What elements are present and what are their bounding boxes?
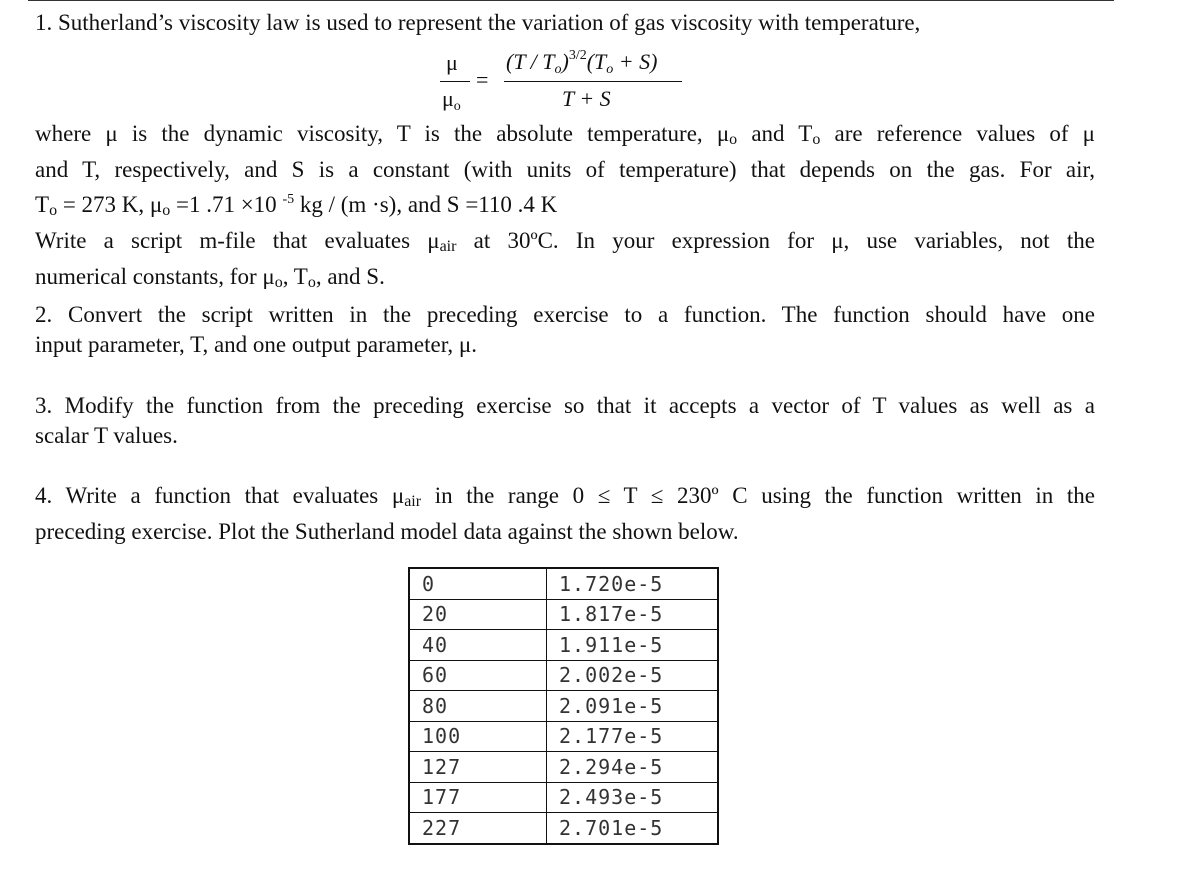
formula-equals: =: [476, 67, 489, 92]
problem-4-line-1: 4. Write a function that evaluates μair in the range 0 ≤ T ≤ 230º C using the function written in the: [35, 483, 1096, 510]
viscosity-cell: 2.701e-5: [547, 813, 719, 844]
table-row: [409, 782, 718, 813]
table-row: [409, 630, 718, 661]
viscosity-cell: 1.911e-5: [547, 630, 719, 661]
problem-4: [35, 481, 1095, 547]
top-rule: [28, 0, 1114, 1]
viscosity-cell: 1.817e-5: [547, 599, 719, 630]
temperature-cell: 40: [409, 630, 547, 661]
viscosity-cell: 1.720e-5: [547, 568, 719, 599]
problem-1-line-4: To = 273 K, μo =1 .71 ×10 $^{-5}$ kg / (m ·s), and S =110 .4 K: [35, 192, 558, 219]
problem-4-line-2: preceding exercise. Plot the Sutherland model data against the shown below.: [35, 519, 739, 544]
problem-1-line-5: Write a script m-file that evaluates μair at 30ºC. In your expression for μ, use variables, not the: [35, 228, 1096, 255]
temperature-cell: 177: [409, 782, 547, 813]
formula-lhs-numerator: μ: [446, 50, 458, 75]
formula-lhs-denominator: μo: [442, 86, 461, 114]
viscosity-cell: 2.493e-5: [547, 782, 719, 813]
temperature-cell: 60: [409, 660, 547, 691]
table-row: [409, 721, 718, 752]
problem-1-line-6: numerical constants, for μo, To, and S.: [35, 264, 385, 291]
problem-3: [35, 391, 1095, 451]
table-row: [409, 813, 718, 844]
problem-1-intro-line: 1. Sutherland’s viscosity law is used to represent the variation of gas viscosity with temperature,: [35, 10, 921, 35]
formula-rhs-denominator: T + S: [562, 86, 611, 111]
problem-1-body: [35, 119, 1095, 298]
temperature-cell: 227: [409, 813, 547, 844]
viscosity-cell: 2.177e-5: [547, 721, 719, 752]
problem-3-line-1: 3. Modify the function from the preceding exercise so that it accepts a vector of T values as well as a: [35, 393, 1095, 418]
problem-1-line-where: where μ is the dynamic viscosity, T is the absolute temperature, μo and To are reference values of μ: [35, 121, 1095, 148]
problem-1-intro: [35, 8, 1095, 38]
problem-1-line-3: and T, respectively, and S is a constant (with units of temperature) that depends on the gas. For air,: [35, 157, 1095, 182]
viscosity-data-table: [408, 567, 719, 845]
table-row: [409, 752, 718, 783]
table-row: [409, 660, 718, 691]
table-row: [409, 568, 718, 599]
temperature-cell: 100: [409, 721, 547, 752]
table-row: [409, 691, 718, 722]
viscosity-cell: 2.294e-5: [547, 752, 719, 783]
temperature-cell: 0: [409, 568, 547, 599]
problem-2: [35, 300, 1095, 360]
formula-lhs-fraction-bar: [440, 81, 470, 82]
problem-2-line-2: input parameter, T, and one output parameter, μ.: [35, 332, 478, 357]
temperature-cell: 80: [409, 691, 547, 722]
viscosity-cell: 2.091e-5: [547, 691, 719, 722]
problem-3-line-2: scalar T values.: [35, 423, 178, 448]
table-row: [409, 599, 718, 630]
formula-rhs-numerator: (T / To)$^{3/2}$(To + S): [506, 48, 658, 77]
viscosity-cell: 2.002e-5: [547, 660, 719, 691]
sutherland-formula: [436, 42, 696, 118]
formula-rhs-fraction-bar: [504, 81, 682, 82]
temperature-cell: 127: [409, 752, 547, 783]
temperature-cell: 20: [409, 599, 547, 630]
problem-2-line-1: 2. Convert the script written in the preceding exercise to a function. The function should have one: [35, 302, 1095, 327]
